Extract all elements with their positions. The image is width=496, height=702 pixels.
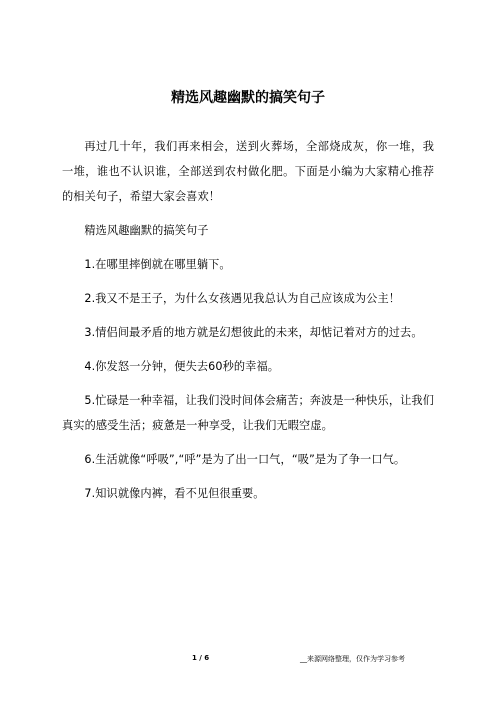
list-item: 3.情侣间最矛盾的地方就是幻想彼此的未来，却惦记着对方的过去。 <box>84 326 423 339</box>
list-item: 2.我又不是王子，为什么女孩遇见我总认为自己应该成为公主！ <box>84 292 401 305</box>
footer-note: __来源网络整理，仅作为学习参考 <box>300 655 405 663</box>
section-heading: 精选风趣幽默的搞笑句子 <box>84 224 209 237</box>
intro-paragraph: 再过几十年，我们再来相会，送到火葬场，全部烧成灰，你一堆，我一堆，谁也不认识谁，全部送到农村做化肥。下面是小编为大家精心推荐的相关句子，希望大家会喜欢！ <box>62 140 434 203</box>
list-item: 6.生活就像“呼吸”,“呼”是为了出一口气，“吸”是为了争一口气。 <box>84 453 406 466</box>
list-item: 7.知识就像内裤，看不见但很重要。 <box>84 487 265 500</box>
list-item: 5.忙碌是一种幸福，让我们没时间体会痛苦；奔波是一种快乐，让我们真实的感受生活；疲惫是一种享受，让我们无暇空虚。 <box>62 394 434 432</box>
document-title: 精选风趣幽默的搞笑句子 <box>171 90 325 106</box>
page-number: 1 / 6 <box>192 654 210 662</box>
list-item: 4.你发怒一分钟，便失去60秒的幸福。 <box>84 360 280 373</box>
document-body <box>62 134 434 515</box>
list-item: 1.在哪里摔倒就在哪里躺下。 <box>84 258 231 271</box>
